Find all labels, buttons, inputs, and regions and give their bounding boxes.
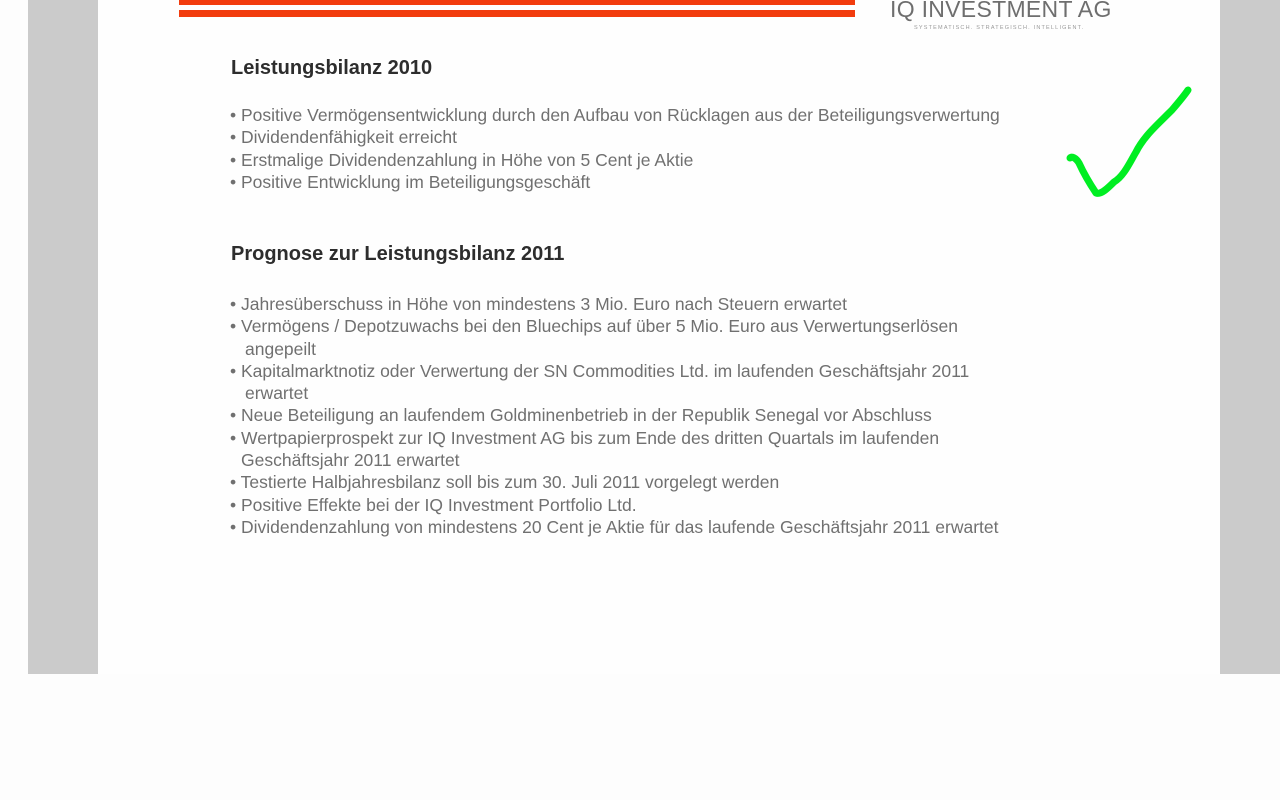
list-item — [230, 360, 999, 405]
company-logo-tagline: SYSTEMATISCH. STRATEGISCH. INTELLIGENT. — [914, 25, 1085, 31]
section-2010-list — [230, 104, 1000, 193]
list-item-continuation: Geschäftsjahr 2011 erwartet — [241, 450, 460, 471]
header-stripe-top — [179, 0, 855, 5]
list-item-text: • Wertpapierprospekt zur IQ Investment AG bis zum Ende des dritten Quartals im laufenden — [230, 427, 940, 448]
list-item-text: • Kapitalmarktnotiz oder Verwertung der SN Commodities Ltd. im laufenden Geschäftsjahr 2011 — [230, 360, 970, 381]
list-item-text: • Dividendenzahlung von mindestens 20 Cent je Aktie für das laufende Geschäftsjahr 2011 erwartet — [230, 516, 999, 537]
list-item — [230, 293, 999, 315]
list-item-text: • Positive Effekte bei der IQ Investment Portfolio Ltd. — [230, 494, 637, 515]
list-item: • Erstmalige Dividendenzahlung in Höhe von 5 Cent je Aktie — [230, 149, 694, 170]
list-item: • Positive Entwicklung im Beteiligungsgeschäft — [230, 171, 591, 192]
list-item-text: • Jahresüberschuss in Höhe von mindestens 3 Mio. Euro nach Steuern erwartet — [230, 294, 848, 314]
list-item — [230, 516, 999, 538]
list-item: • Positive Vermögensentwicklung durch den Aufbau von Rücklagen aus der Beteiligungsverwertung — [230, 105, 1000, 125]
section-2011-title: Prognose zur Leistungsbilanz 2011 — [231, 243, 565, 265]
list-item-text: • Vermögens / Depotzuwachs bei den Bluechips auf über 5 Mio. Euro aus Verwertungserlösen — [230, 316, 958, 337]
list-item — [230, 404, 999, 426]
list-item — [230, 494, 999, 516]
section-2010-title: Leistungsbilanz 2010 — [231, 57, 433, 79]
checkmark-icon — [1062, 84, 1194, 200]
list-item: • Dividendenfähigkeit erreicht — [230, 127, 457, 148]
list-item — [230, 471, 999, 493]
list-item — [230, 315, 999, 360]
list-item-continuation: angepeilt — [245, 338, 317, 359]
company-logo-name: IQ INVESTMENT AG — [890, 0, 1112, 22]
document-page — [98, 0, 1220, 674]
header-stripe-bottom — [179, 10, 855, 17]
section-2011-list — [230, 293, 999, 538]
list-item-continuation: erwartet — [245, 383, 309, 404]
list-item — [230, 427, 999, 472]
list-item-text: • Neue Beteiligung an laufendem Goldminenbetrieb in der Republik Senegal vor Abschluss — [230, 405, 932, 426]
list-item-text: • Testierte Halbjahresbilanz soll bis zum 30. Juli 2011 vorgelegt werden — [230, 472, 780, 493]
